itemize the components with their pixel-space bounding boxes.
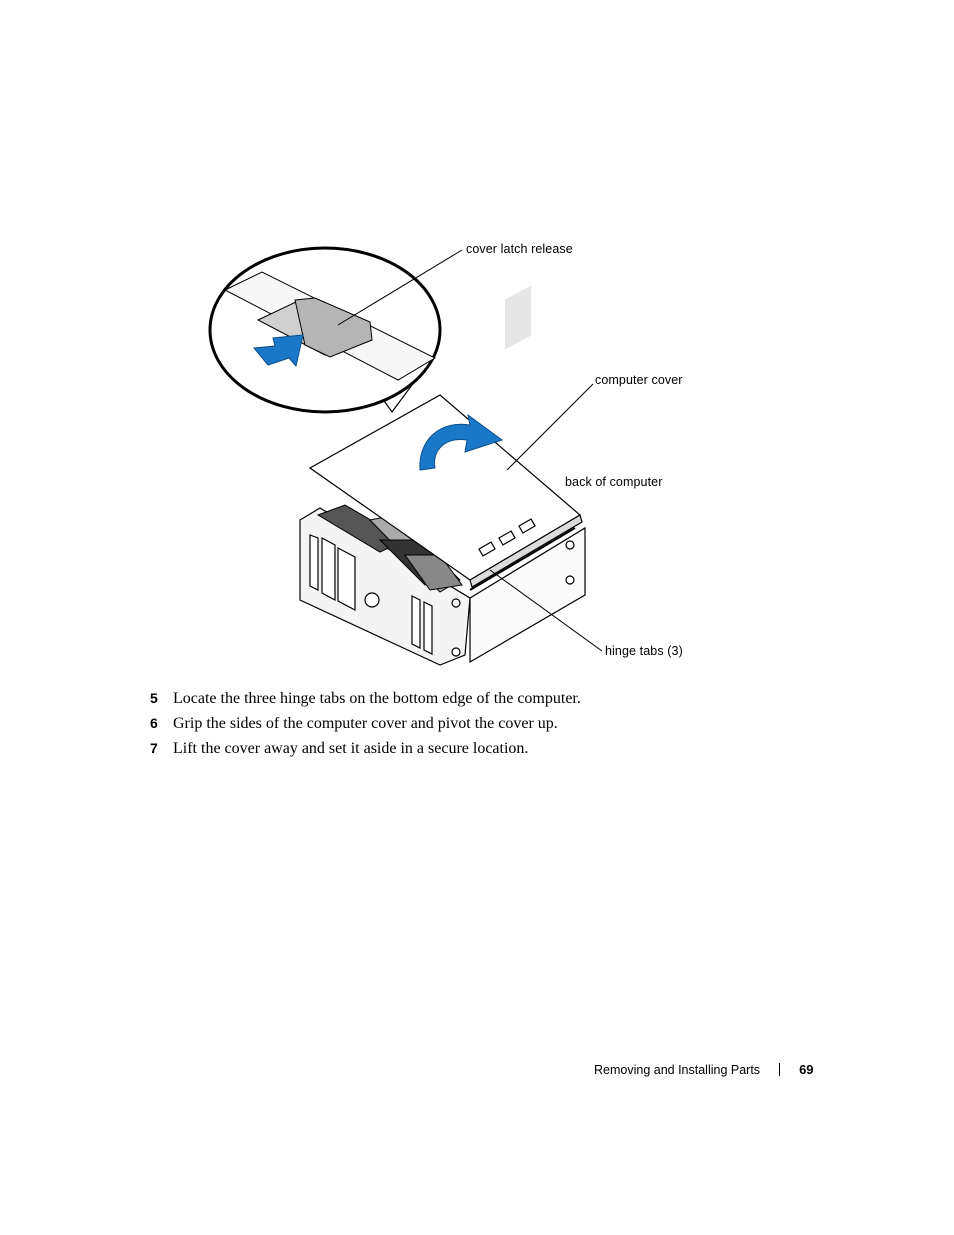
step-text: Grip the sides of the computer cover and pivot the cover up.: [173, 715, 558, 732]
latch-magnifier: [210, 248, 440, 412]
footer-divider: [779, 1063, 780, 1076]
step-item: [150, 715, 581, 740]
page-footer: [594, 1062, 814, 1077]
step-text: Locate the three hinge tabs on the bottom edge of the computer.: [173, 690, 581, 707]
step-item: [150, 690, 581, 715]
step-number: 6: [150, 715, 158, 731]
page-number: 69: [799, 1062, 814, 1077]
step-text: Lift the cover away and set it aside in a secure location.: [173, 740, 529, 757]
callout-hinge-tabs: hinge tabs (3): [605, 644, 683, 658]
step-item: [150, 740, 581, 765]
footer-section-title: Removing and Installing Parts: [594, 1062, 761, 1077]
callout-cover-latch-release: cover latch release: [466, 242, 573, 256]
procedure-steps: [150, 690, 581, 765]
step-number: 7: [150, 740, 158, 756]
callout-back-of-computer: back of computer: [565, 475, 663, 489]
step-number: 5: [150, 690, 158, 706]
callout-computer-cover: computer cover: [595, 373, 683, 387]
